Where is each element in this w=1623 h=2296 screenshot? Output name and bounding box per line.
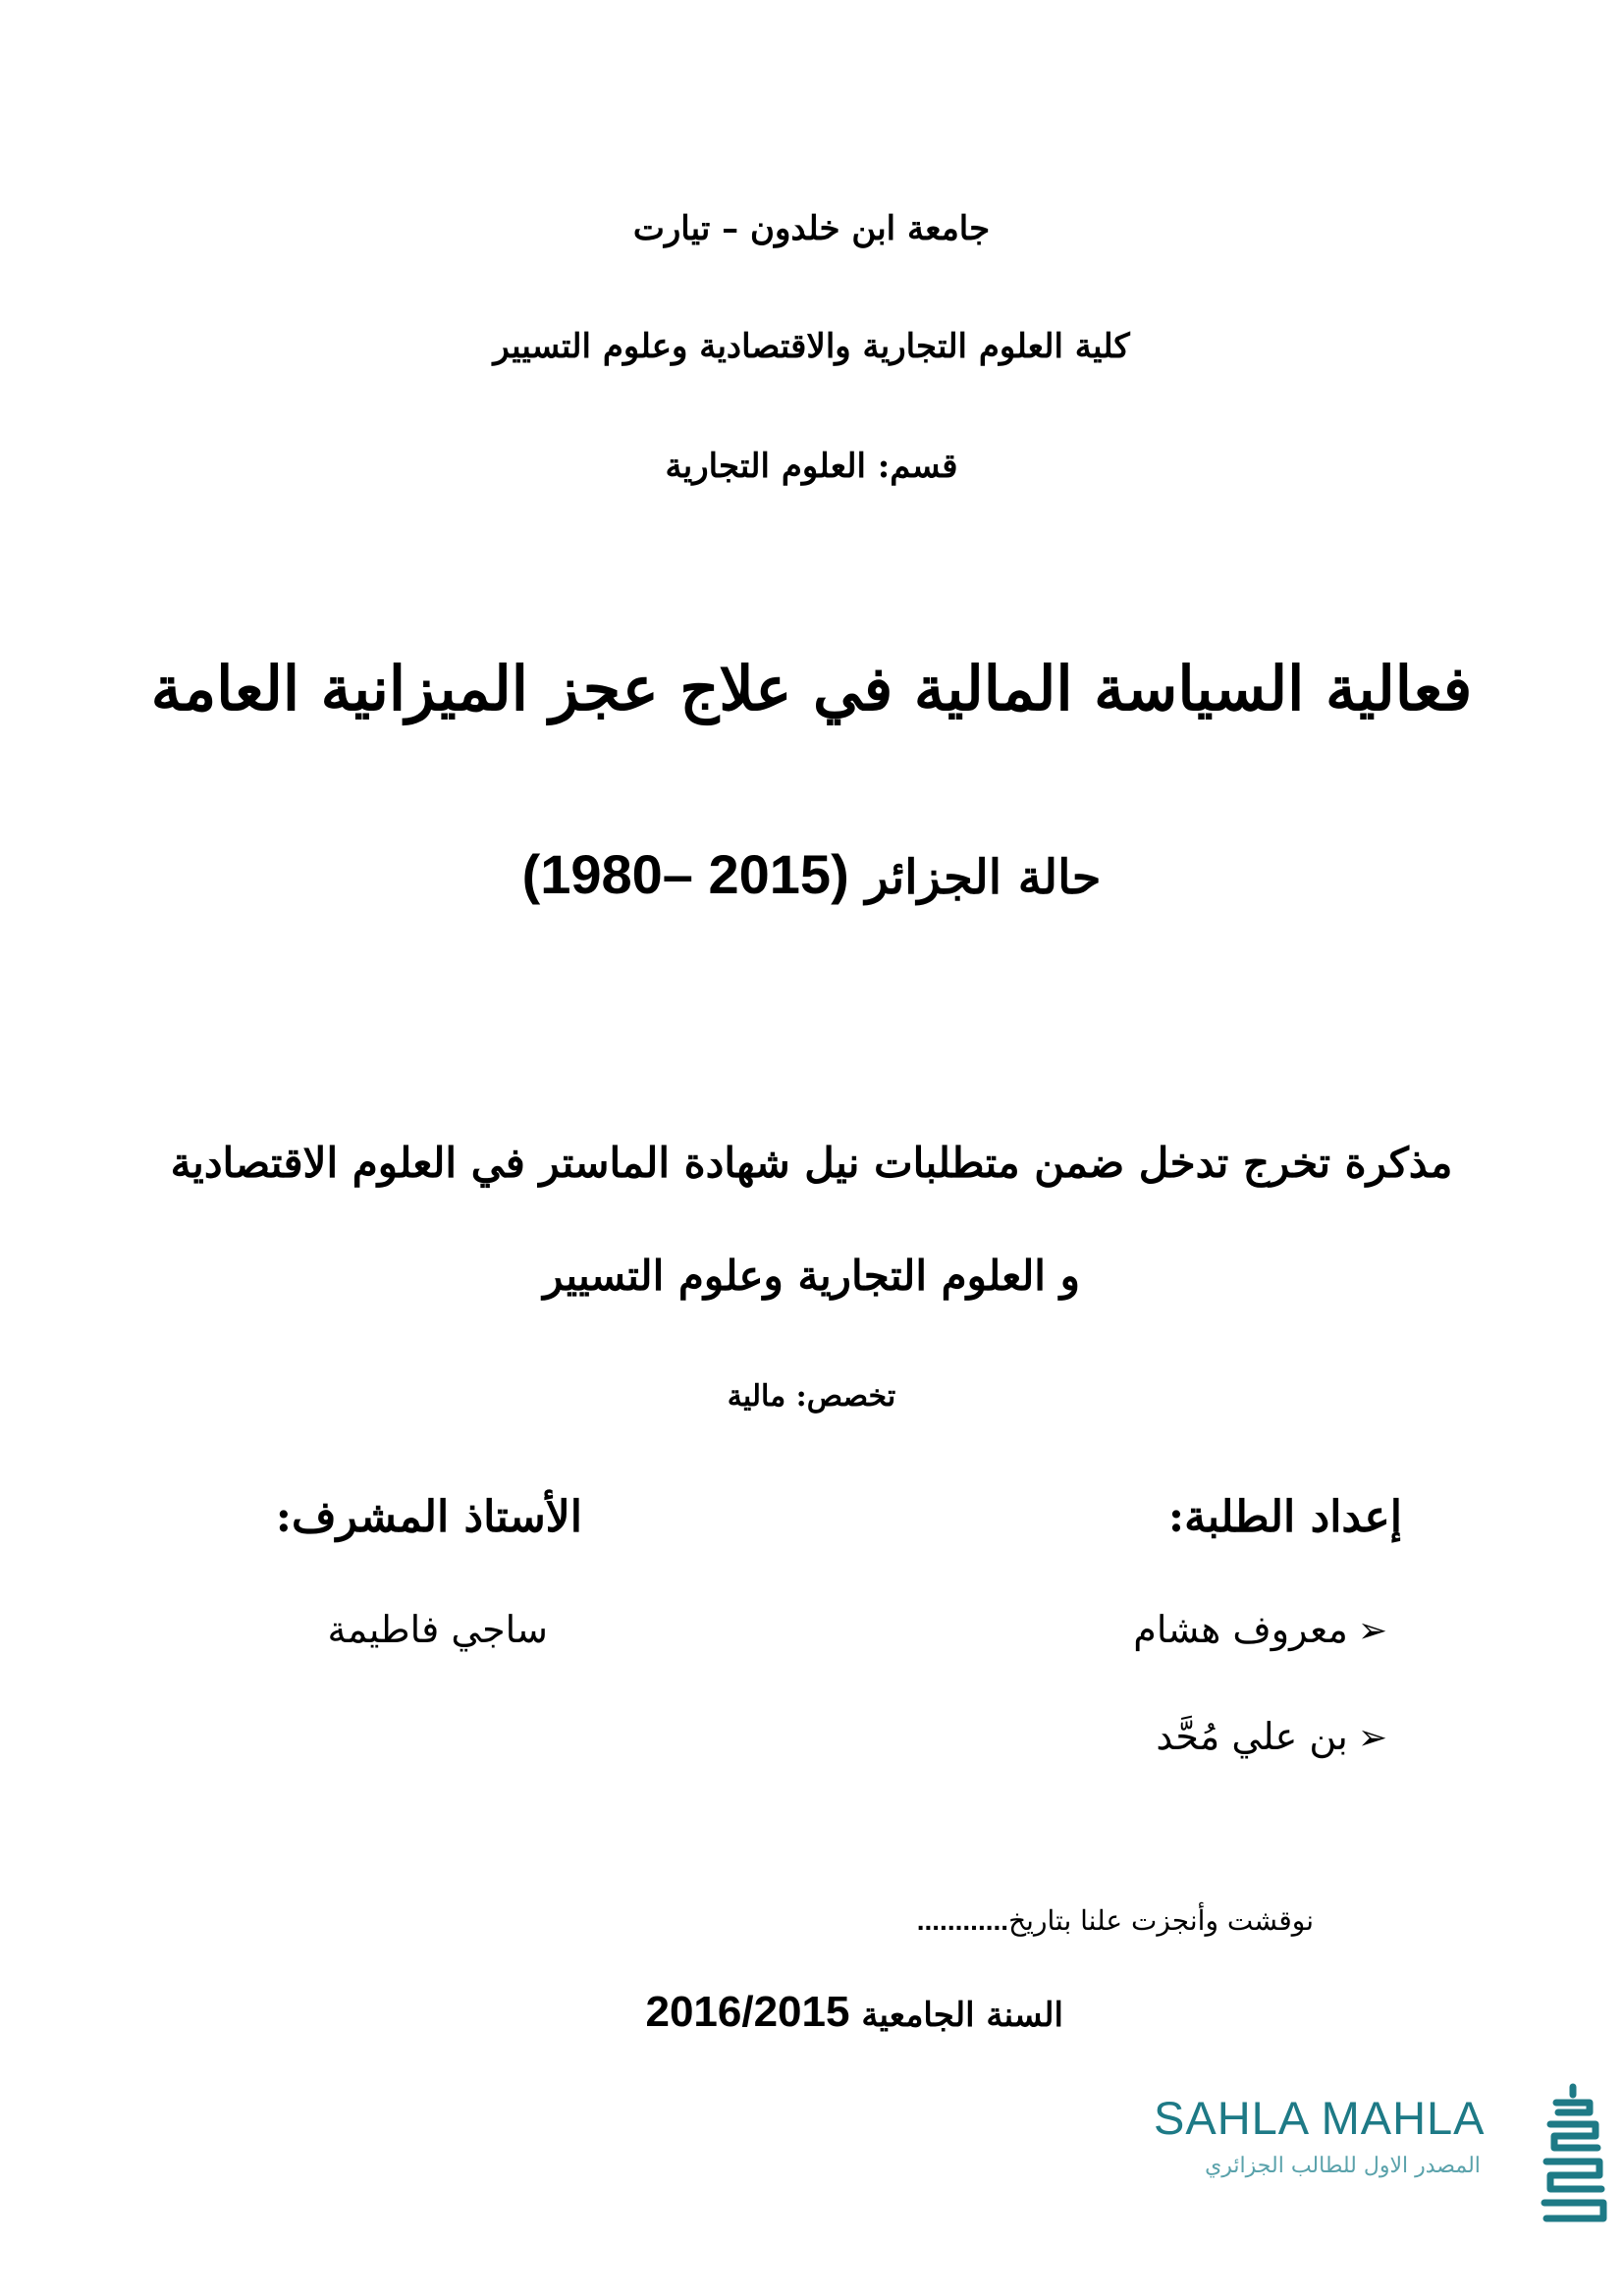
- calligraphy-logo-icon: [1537, 2081, 1610, 2228]
- academic-year-label: السنة الجامعية: [861, 1996, 1063, 2035]
- faculty-name: كلية العلوم التجارية والاقتصادية وعلوم التسيير: [493, 327, 1130, 366]
- logo-tagline: المصدر الاول للطالب الجزائري: [1205, 2154, 1481, 2178]
- case-study-subtitle: [0, 842, 1623, 906]
- supervisor-name: ساجي فاطيمة: [327, 1608, 548, 1651]
- arrow-bullet-icon: ➢: [1357, 1611, 1387, 1651]
- description-line-1: مذكرة تخرج تدخل ضمن متطلبات نيل شهادة الماستر في العلوم الاقتصادية: [170, 1139, 1453, 1187]
- case-period: (1980– 2015): [521, 843, 849, 905]
- arrow-bullet-icon: ➢: [1357, 1718, 1387, 1758]
- defense-text: نوقشت وأنجزت علنا بتاريخ: [1008, 1904, 1314, 1937]
- thesis-title: فعالية السياسة المالية في علاج عجز الميزانية العامة: [150, 653, 1473, 724]
- academic-year-value: 2016/2015: [645, 1988, 850, 2036]
- case-label: حالة الجزائر: [865, 850, 1102, 905]
- supervisor-heading: الأستاذ المشرف:: [275, 1492, 582, 1542]
- defense-date-line: [917, 1904, 1314, 1937]
- description-line-2: و العلوم التجارية وعلوم التسيير: [543, 1252, 1080, 1300]
- student-name-text: معروف هشام: [1133, 1608, 1348, 1651]
- student-name-2: [1156, 1715, 1387, 1758]
- specialty: تخصص: مالية: [727, 1379, 896, 1414]
- logo-text: SAHLA MAHLA: [1154, 2092, 1486, 2144]
- student-name-text: بن علي مُحَّد: [1156, 1715, 1348, 1758]
- students-heading: إعداد الطلبة:: [1167, 1492, 1402, 1542]
- sahla-mahla-logo[interactable]: [1154, 2081, 1615, 2238]
- university-name: جامعة ابن خلدون – تيارت: [632, 209, 991, 248]
- student-name-1: [1133, 1608, 1387, 1651]
- defense-date-placeholder: ............: [916, 1905, 1009, 1936]
- academic-year: [645, 1988, 1063, 2037]
- department-name: قسم: العلوم التجارية: [665, 447, 958, 486]
